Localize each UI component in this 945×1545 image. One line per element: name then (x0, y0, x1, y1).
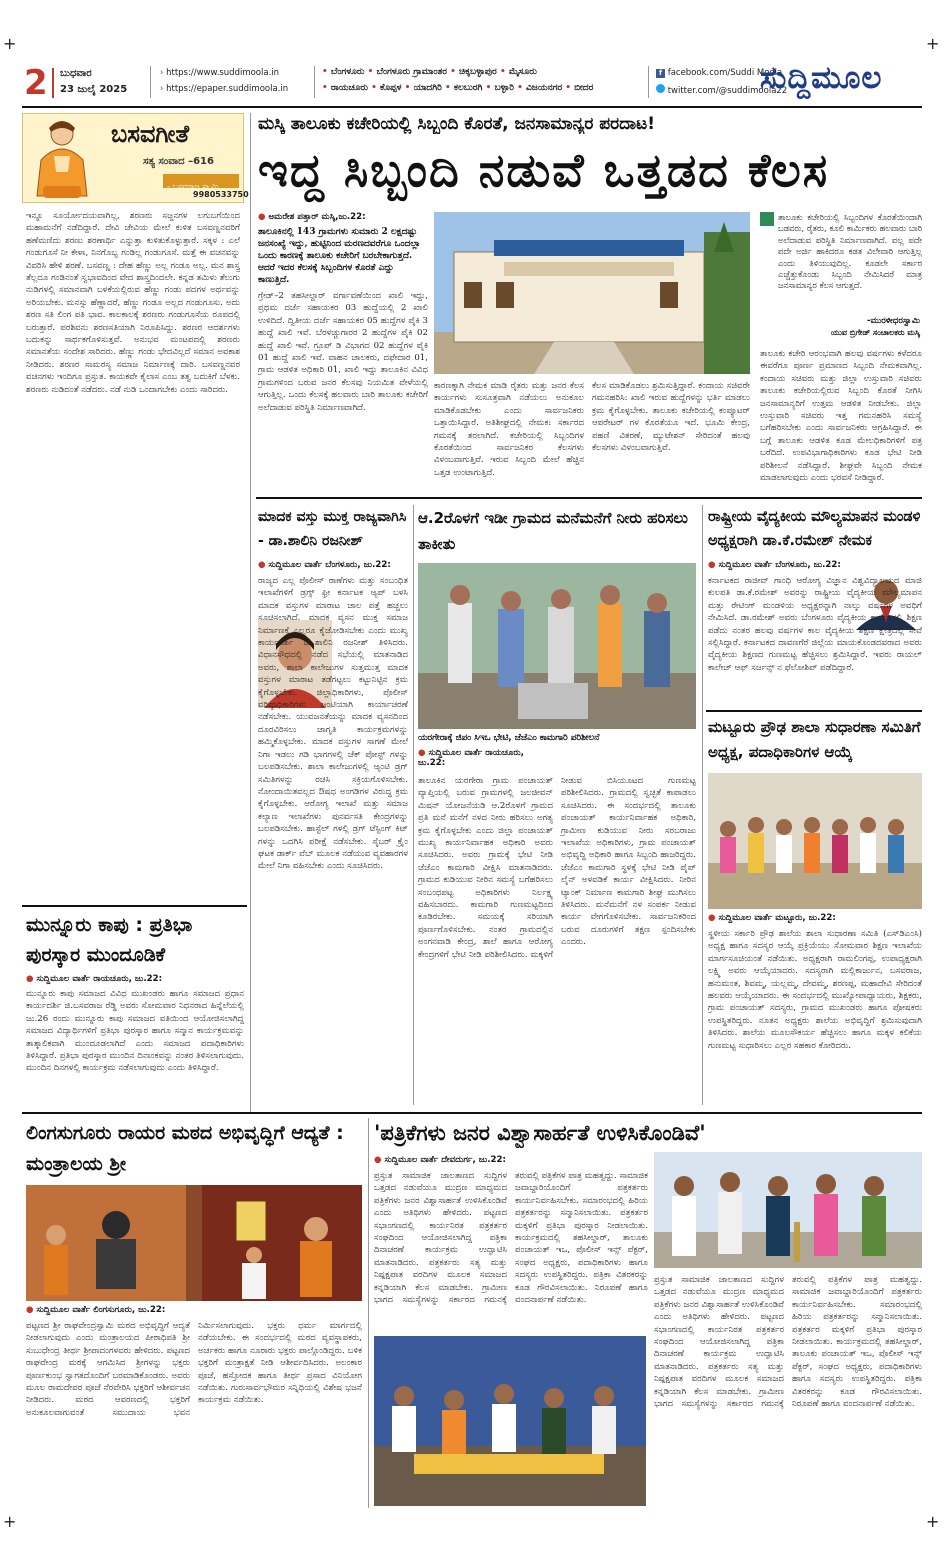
epaper-link[interactable]: › https://epaper.suddimoola.in (160, 84, 289, 94)
water-byline: ● ಸುದ್ದಿಮೂಲ ವಾರ್ತೆ ರಾಯಚೂರು, ಜು.22: (418, 748, 524, 768)
ramesh-bottom-rule (706, 710, 922, 712)
facebook-icon: f (656, 69, 665, 78)
main-kicker: ಮಸ್ಕಿ ತಾಲೂಕು ಕಚೇರಿಯಲ್ಲಿ ಸಿಬ್ಬಂದಿ ಕೊರತೆ, ಜನಸಾಮಾನ್ಯರ ಪರದಾಟ! (258, 114, 656, 134)
basavageethe-phone: 9980533750 (193, 190, 249, 199)
main-column-2: ಕಾರಣಕ್ಕಾಗಿ ನೇಮಕ ಮಾಡಿ ರೈತರು ಮತ್ತು ಜನರ ಕೆಲಸ ಕಾರ್ಯಗಳು ಸುಸೂತ್ರವಾಗಿ ನಡೆಯಲು ಅನುಕೂಲ ಮಾಡಿಕೊಡಬೇಕು ಎಂದು ಸಾರ್ವಜನಿಕರು ಒತ್ತಾಯಿಸಿದ್ದಾರೆ. ಅತಿಶೀಘ್ರದಲ್ಲಿ ನೇಮಕ: ಸರ್ಕಾರದ ಗಮನಕ್ಕೆ ತರಲಾಗಿದೆ. ಕಚೇರಿಯಲ್ಲಿ ಸಿಬ್ಬಂದಿಗಳ ಕೊರತೆಯಿಂದ ಸಾರ್ವಜನಿಕರ ಕೆಲಸಗಳು ವಿಳಂಬವಾಗುತ್ತಿವೆ. ಇರುವ ಸಿಬ್ಬಂದಿ ಮೇಲೆ ಹೆಚ್ಚಿನ ಒತ್ತಡ ಉಂಟಾಗುತ್ತಿದೆ. (434, 381, 584, 478)
taluk-office-building (434, 212, 750, 374)
mattur-group-photo (708, 773, 922, 909)
editions_row2-item[interactable]: ಬೀದರ (574, 83, 594, 93)
bullet-icon: • (517, 83, 526, 93)
editions_row1-item[interactable]: ಬೆಂಗಳೂರು (330, 67, 365, 77)
facebook-link[interactable]: f facebook.com/Suddi Moola (656, 68, 782, 78)
editions_row1-item[interactable]: ಮೈಸೂರು (508, 67, 537, 77)
bullet-icon: ● (708, 560, 716, 570)
editions_row2-item[interactable]: ಬಳ್ಳಾರಿ (494, 83, 514, 93)
basavageethe-body: ಇನ್ನೂ ಸೂರ್ಯೋದಯವಾಗಿಲ್ಲ, ಶರಣರು ಸಜ್ಜನಗಳ ಲಗುಬಗೆಯಿಂದ ಮಹಾಮನೆಗೆ ನಡೆದಿದ್ದಾರೆ. ದೇವಿ ಜೇವಿಯ ಮೇಲೆ ಕುಳಿತ ಬಸವಣ್ಣನವರಿಗೆ ಹಣೆಮಣಿದು ಶರಣು ಶರಣಾರ್ಥಿ ಎನ್ನುತ್ತಾ ಕುಳಿತುಕೊಳ್ಳುತ್ತಾರೆ. ಸಕ್ಕಳ : ಎಲೆ ಗಂಡುಗೂಸೆ ನೀ ಕೇಳಾ, ನಿನಗೊಬ್ಬ ಗಂಡಿಲ್ಲ ಗಂಡುಗೂಸೆ. ಮತ್ತೆ ಈ ವಚನವನ್ನು ವಿವರಿಸಿ ಹೇಳಿ ಶರಣೆ. ಬಸವಣ್ಣ : ದೇಹ ಹೆಣ್ಣು ಅಲ್ಲ ಗಂಡೂ ಅಲ್ಲ. ಮನ ಶಾಸ್ತ್ರ ತೆಲ್ಲದೂ ಗಂಡಿನಂತೆ ಸ್ವಭಾವದಿಂದ ವೇದ ಶಾಸ್ತ್ರದಿಂದಲೇ. ಕನ್ನಡ ತಮಿಳು ತೆಲುಗು ನುಡಿಗಳಲ್ಲಿ ಸಮಾನವಾಗಿ ಬಳಕೆಯಲ್ಲಿರುವ ಹೆಣ್ಣು ಗಂಡು ಪದಗಳ ಅರ್ಥವನ್ನು ಅರಿಯಬೇಕು. ಮನಸ್ಸು ಹೆಣ್ಣಾದರೆ, ಹೆಣ್ಣು ಗಂಡೂ ಅಲ್ಲದ ಗಂಡುಗೂಸು. ಅದು ಶರಣ ಸತಿ ಲಿಂಗ ಪತಿ ಭಾವ. ಕಾಲಕಾಲಕ್ಕೆ ಶರಣರು ಗಂಡುಗೂಸೆಯ ರೂಪದಲ್ಲಿ ಬರುತ್ತಾರೆ. ಪರಶಿವನು ಶರಣಸತಿಯಾಗಿ ನಿರೂಪಿಸಿದ್ದು. ಶರಣರ ಆದರ್ಶಗಳು ಬದುಕನ್ನು ಸಾರ್ಥಕಗೊಳಿಸುತ್ತವೆ. ಅನುಭವ ಮಂಟಪದಲ್ಲಿ ಶರಣರು ಸಮಾನತೆಯ ಸಂದೇಶ ಸಾರಿದರು. ಹೆಣ್ಣು ಗಂಡು ಭೇದವಿಲ್ಲದೆ ಸಮಾನ ಅವಕಾಶ ನೀಡಿದರು. ಶರಣರ ಸಾಮರಸ್ಯ ಸಮಾಜ ನಿರ್ಮಾಣಕ್ಕೆ ದಾರಿ. ಬಸವಣ್ಣನವರ ವಚನಗಳು ಇಂದಿಗೂ ಪ್ರಸ್ತುತ. ಕಾಯಕವೇ ಕೈಲಾಸ ಎಂಬ ತತ್ವ ಬದುಕಿಗೆ ಬೆಳಕು. ಶರಣರು ನುಡಿದಂತೆ ನಡೆದರು. ನಡೆ ನುಡಿ ಒಂದಾಗಬೇಕು ಎಂದು ಸಾರಿದರು. (26, 211, 240, 395)
ramesh-headline: ರಾಷ್ಟ್ರೀಯ ವೈದ್ಯಕೀಯ ಮೌಲ್ಯಮಾಪನ ಮಂಡಳಿ ಅಧ್ಯಕ್ಷರಾಗಿ ಡಾ.ಕೆ.ರಮೇಶ್ ನೇಮಕ (708, 509, 921, 549)
bullet-icon: ● (26, 974, 34, 984)
group-scene (708, 773, 922, 909)
shalini-body: ರಾಜ್ಯದ ಎಲ್ಲ ಪೊಲೀಸ್ ಠಾಣೆಗಳು ಮತ್ತು ಸಂಬಂಧಿತ ಇಲಾಖೆಗಳಿಗೆ ಡ್ರಗ್ಸ್‌ ಫ್ರೀ ಕರ್ನಾಟಕ ಆ್ಯಪ್ ಬಳಸಿ ಮಾದಕ ವಸ್ತುಗಳ ಮಾರಾಟ ಜಾಲ ಪತ್ತೆ ಹಚ್ಚಲು ಸೂಚಿಸಲಾಗಿದೆ. ಮಾದಕ ವ್ಯಸನ ಮುಕ್ತ ಸಮಾಜ ನಿರ್ಮಾಣಕ್ಕೆ ಎಲ್ಲರೂ ಕೈಜೋಡಿಸಬೇಕು ಎಂದು ಮುಖ್ಯ ಕಾರ್ಯದರ್ಶಿ ಡಾ.ಶಾಲಿನಿ ರಜನೀಶ್ ತಿಳಿಸಿದರು. ವಿಧಾನಸೌಧದಲ್ಲಿ ನಡೆದ ಸಭೆಯಲ್ಲಿ ಮಾತನಾಡಿದ ಅವರು, ಶಾಲಾ ಕಾಲೇಜುಗಳ ಸುತ್ತಮುತ್ತ ಮಾದಕ ವಸ್ತುಗಳ ಮಾರಾಟ ತಡೆಗಟ್ಟಲು ಕಟ್ಟುನಿಟ್ಟಿನ ಕ್ರಮ ಕೈಗೊಳ್ಳಬೇಕು. ಜಿಲ್ಲಾಧಿಕಾರಿಗಳು, ಪೊಲೀಸ್ ವರಿಷ್ಠಾಧಿಕಾರಿಗಳು ಜಂಟಿಯಾಗಿ ಕಾರ್ಯಾಚರಣೆ ನಡೆಸಬೇಕು. ಯುವಜನತೆಯನ್ನು ಮಾದಕ ವ್ಯಸನದಿಂದ ದೂರವಿರಿಸಲು ಜಾಗೃತಿ ಕಾರ್ಯಕ್ರಮಗಳನ್ನು ಹಮ್ಮಿಕೊಳ್ಳಬೇಕು. ಮಾದಕ ವಸ್ತುಗಳ ಸಾಗಣೆ ಮೇಲೆ ನಿಗಾ ಇಡಲು ಗಡಿ ಭಾಗಗಳಲ್ಲಿ ಚೆಕ್ ಪೋಸ್ಟ್ ಗಳನ್ನು ಬಲಪಡಿಸಬೇಕು. ಶಾಲಾ ಕಾಲೇಜುಗಳಲ್ಲಿ ಆ್ಯಂಟಿ ಡ್ರಗ್ ಸಮಿತಿಗಳನ್ನು ರಚಿಸಿ ಸಕ್ರಿಯಗೊಳಿಸಬೇಕು. ನೋಂದಾಯಿತವಲ್ಲದ ಔಷಧ ಅಂಗಡಿಗಳ ವಿರುದ್ಧ ಕ್ರಮ ಕೈಗೊಳ್ಳಬೇಕು. ಆರೋಗ್ಯ ಇಲಾಖೆ ಮತ್ತು ಸಮಾಜ ಕಲ್ಯಾಣ ಇಲಾಖೆಗಳು ಪುನರ್ವಸತಿ ಕೇಂದ್ರಗಳನ್ನು ಬಲಪಡಿಸಬೇಕು. ಹಾಸ್ಟೆಲ್ ಗಳಲ್ಲಿ ಡ್ರಗ್ ಟೆಸ್ಟಿಂಗ್ ಕಿಟ್ ಗಳನ್ನು ಒದಗಿಸಿ ಪರೀಕ್ಷೆ ನಡೆಸಬೇಕು. ಸೈಬರ್ ಕ್ರೈಂ ಘಟಕ ಡಾರ್ಕ್ ವೆಬ್ ಮೂಲಕ ನಡೆಯುವ ವ್ಯವಹಾರಗಳ ಮೇಲೆ ನಿಗಾ ವಹಿಸಬೇಕು ಎಂದು ಸೂಚಿಸಿದರು. (258, 576, 408, 872)
patrike-lamp-photo (654, 1152, 922, 1268)
editions_row2-item[interactable]: ರಾಯಚೂರು (330, 83, 368, 93)
temple-scene (26, 1185, 362, 1301)
lamp-lighting-scene (654, 1152, 922, 1268)
issue-date: 23 ಜುಲೈ 2025 (60, 84, 128, 95)
column-rule-vertical-4 (368, 1118, 369, 1508)
quote-author-title: ಯುವ ಬ್ರಿಗೇಡ್ ಸಂಚಾಲಕರು ಮಸ್ಕಿ (830, 328, 920, 337)
munnur-headline: ಮುನ್ನೂರು ಕಾಪು : ಪ್ರತಿಭಾ ಪುರಸ್ಕಾರ ಮುಂದೂಡಿಕೆ (26, 914, 193, 966)
editions_row2-item[interactable]: ವಿಜಯನಗರ (525, 83, 563, 93)
header-divider-1 (150, 66, 151, 98)
patrike-headline: 'ಪತ್ರಿಕೆಗಳು ಜನರ ವಿಶ್ವಾಸಾರ್ಹತೆ ಉಳಿಸಿಕೊಂಡಿವೆ' (374, 1121, 706, 1145)
bullet-icon: • (322, 67, 331, 77)
twitter-link[interactable]: twitter.com/@suddimoola22 (656, 84, 787, 96)
bullet-icon: ● (258, 212, 266, 222)
main-byline: ● ಅಮರೇಶ ಪತ್ತಾರ್ ಮಸ್ಕಿ,ಜು.22: (258, 212, 366, 222)
patrike-body: ಪ್ರಸ್ತುತ ಸಾಮಾಜಿಕ ಜಾಲತಾಣದ ಸುದ್ದಿಗಳ ಒತ್ತಡದ ನಡುವೆಯೂ ಮುದ್ರಣ ಮಾಧ್ಯಮದ ಪತ್ರಿಕೆಗಳು ಜನರ ವಿಶ್ವಾಸಾರ್ಹತೆ ಉಳಿಸಿಕೊಂಡಿವೆ ಎಂದು ಅತಿಥಿಗಳು ಹೇಳಿದರು. ಪಟ್ಟಣದ ಸಭಾಂಗಣದಲ್ಲಿ ಕಾರ್ಯನಿರತ ಪತ್ರಕರ್ತರ ಸಂಘದಿಂದ ಆಯೋಜಿಸಲಾಗಿದ್ದ ಪತ್ರಿಕಾ ದಿನಾಚರಣೆ ಕಾರ್ಯಕ್ರಮ ಉದ್ಘಾಟಿಸಿ ಮಾತನಾಡಿದರು. ಪತ್ರಕರ್ತರು ಸತ್ಯ ಮತ್ತು ನಿಷ್ಪಕ್ಷಪಾತ ವರದಿಗಳ ಮೂಲಕ ಸಮಾಜದ ಕನ್ನಡಿಯಾಗಿ ಕೆಲಸ ಮಾಡಬೇಕು. ಗ್ರಾಮೀಣ ಭಾಗದ ಸಮಸ್ಯೆಗಳನ್ನು ಸರ್ಕಾರದ ಗಮನಕ್ಕೆ ತರುವಲ್ಲಿ ಪತ್ರಿಕೆಗಳ ಪಾತ್ರ ಮಹತ್ವದ್ದು. ಸಾಮಾಜಿಕ ಜವಾಬ್ದಾರಿಯೊಂದಿಗೆ ಪತ್ರಕರ್ತರು ಕಾರ್ಯನಿರ್ವಹಿಸಬೇಕು. ಸಮಾರಂಭದಲ್ಲಿ ಹಿರಿಯ ಪತ್ರಕರ್ತರನ್ನು ಸನ್ಮಾನಿಸಲಾಯಿತು. ಪತ್ರಕರ್ತರ ಮಕ್ಕಳಿಗೆ ಪ್ರತಿಭಾ ಪುರಸ್ಕಾರ ನೀಡಲಾಯಿತು. ಕಾರ್ಯಕ್ರಮದಲ್ಲಿ ತಹಸೀಲ್ದಾರ್, ತಾಲೂಕು ಪಂಚಾಯತ್ ಇಒ, ಪೊಲೀಸ್ ಇನ್ಸ್ ಪೆಕ್ಟರ್, ಸಂಘದ ಅಧ್ಯಕ್ಷರು, ಪದಾಧಿಕಾರಿಗಳು ಹಾಗೂ ಸದಸ್ಯರು ಉಪಸ್ಥಿತರಿದ್ದರು. ಪತ್ರಿಕಾ ವಿತರಕರನ್ನು ಕೂಡ ಗೌರವಿಸಲಾಯಿತು. ನಿರೂಪಣೆ ಹಾಗೂ ವಂದನಾರ್ಪಣೆ ನಡೆಯಿತು. (374, 1171, 648, 1306)
bullet-icon: • (450, 67, 460, 77)
bullet-icon: ● (374, 1155, 382, 1165)
lingasugur-body: ಪಟ್ಟಣದ ಶ್ರೀ ರಾಘವೇಂದ್ರಸ್ವಾಮಿ ಮಠದ ಅಭಿವೃದ್ಧಿಗೆ ಆದ್ಯತೆ ನೀಡಲಾಗುವುದು ಎಂದು ಮಂತ್ರಾಲಯದ ಪೀಠಾಧಿಪತಿ ಶ್ರೀ ಸುಬುಧೇಂದ್ರ ತೀರ್ಥ ಶ್ರೀಪಾದಂಗಳವರು ಹೇಳಿದರು. ಪಟ್ಟಣದ ರಾಘವೇಂದ್ರ ಮಠಕ್ಕೆ ಆಗಮಿಸಿದ ಶ್ರೀಗಳನ್ನು ಭಕ್ತರು ಪೂರ್ಣಕುಂಭ ಸ್ವಾಗತದೊಂದಿಗೆ ಬರಮಾಡಿಕೊಂಡರು. ಅವರು ಮೂಲ ರಾಮದೇವರ ಪೂಜೆ ನೆರವೇರಿಸಿ ಭಕ್ತರಿಗೆ ಆಶೀರ್ವಚನ ನೀಡಿದರು. ಮಠದ ಆವರಣದಲ್ಲಿ ಭಕ್ತರಿಗೆ ಅನುಕೂಲವಾಗುವಂತೆ ಸಮುದಾಯ ಭವನ ನಿರ್ಮಿಸಲಾಗುವುದು. ಭಕ್ತರು ಧರ್ಮ ಮಾರ್ಗದಲ್ಲಿ ನಡೆಯಬೇಕು. ಈ ಸಂದರ್ಭದಲ್ಲಿ ಮಠದ ವ್ಯವಸ್ಥಾಪಕರು, ಅರ್ಚಕರು ಹಾಗೂ ನೂರಾರು ಭಕ್ತರು ಪಾಲ್ಗೊಂಡಿದ್ದರು. ಬಳಿಕ ಭಕ್ತರಿಗೆ ಮಂತ್ರಾಕ್ಷತೆ ನೀಡಿ ಆಶೀರ್ವದಿಸಿದರು. ಅಲಂಕಾರ ಪೂಜೆ, ಹಸ್ತೋದಕ ಹಾಗೂ ತೀರ್ಥ ಪ್ರಸಾದ ವಿನಿಯೋಗ ನಡೆಯಿತು. ಗುರುಸಾರ್ವಭೌಮರ ಸನ್ನಿಧಿಯಲ್ಲಿ ವಿಶೇಷ ಭಜನೆ ಕಾರ್ಯಕ್ರಮ ನಡೆಯಿತು. (26, 1321, 362, 1418)
water-body: ತಾಲೂಕಿನ ಯರಗೇರಾ ಗ್ರಾಮ ಪಂಚಾಯತ್ ವ್ಯಾಪ್ತಿಯಲ್ಲಿ ಬರುವ ಗ್ರಾಮಗಳಲ್ಲಿ ಜಲಜೀವನ್ ಮಿಷನ್ ಯೋಜನೆಯಡಿ ಆ.2ರೊಳಗೆ ಗ್ರಾಮದ ಪ್ರತಿ ಮನೆ ಮನೆಗೆ ನಳದ ನೀರು ಹರಿಸಲು ಅಗತ್ಯ ಕ್ರಮ ಕೈಗೊಳ್ಳಬೇಕು ಎಂದು ಜಿಲ್ಲಾ ಪಂಚಾಯತ್ ಮುಖ್ಯ ಕಾರ್ಯನಿರ್ವಾಹಕ ಅಧಿಕಾರಿ ಅವರು ಸೂಚಿಸಿದರು. ಅವರು ಗ್ರಾಮಕ್ಕೆ ಭೇಟಿ ನೀಡಿ ಜೆಜೆಎಂ ಕಾಮಗಾರಿ ವೀಕ್ಷಿಸಿ ಮಾತನಾಡಿದರು. ಗ್ರಾಮದ ಕುಡಿಯುವ ನೀರಿನ ಸಮಸ್ಯೆ ಬಗೆಹರಿಸಲು ಸಂಬಂಧಪಟ್ಟ ಅಧಿಕಾರಿಗಳು ನಿರ್ಲಕ್ಷ್ಯ ವಹಿಸಬಾರದು. ಕಾಮಗಾರಿ ಗುಣಮಟ್ಟದಿಂದ ಕೂಡಿರಬೇಕು. ಸಮಯಕ್ಕೆ ಸರಿಯಾಗಿ ಪೂರ್ಣಗೊಳಿಸಬೇಕು. ನಂತರ ಗ್ರಾಮದಲ್ಲಿನ ಅಂಗನವಾಡಿ ಕೇಂದ್ರ, ಶಾಲೆ ಹಾಗೂ ಆರೋಗ್ಯ ಕೇಂದ್ರಗಳಿಗೆ ಭೇಟಿ ನೀಡಿ ಪರಿಶೀಲಿಸಿದರು. ಮಕ್ಕಳಿಗೆ ನೀಡುವ ಬಿಸಿಯೂಟದ ಗುಣಮಟ್ಟ ಪರಿಶೀಲಿಸಿದರು. ಗ್ರಾಮದಲ್ಲಿ ಸ್ವಚ್ಛತೆ ಕಾಪಾಡಲು ಸೂಚಿಸಿದರು. ಈ ಸಂದರ್ಭದಲ್ಲಿ ತಾಲೂಕು ಪಂಚಾಯತ್ ಕಾರ್ಯನಿರ್ವಾಹಕ ಅಧಿಕಾರಿ, ಗ್ರಾಮೀಣ ಕುಡಿಯುವ ನೀರು ಸರಬರಾಜು ಇಲಾಖೆಯ ಅಧಿಕಾರಿಗಳು, ಗ್ರಾಮ ಪಂಚಾಯತ್ ಅಭಿವೃದ್ಧಿ ಅಧಿಕಾರಿ ಹಾಗೂ ಸಿಬ್ಬಂದಿ ಹಾಜರಿದ್ದರು. ಜೆಜೆಎಂ ಕಾಮಗಾರಿ ಸ್ಥಳಕ್ಕೆ ಭೇಟಿ ನೀಡಿ ಪೈಪ್ ಲೈನ್ ಅಳವಡಿಕೆ ಕಾರ್ಯ ವೀಕ್ಷಿಸಿದರು. ನೀರಿನ ಟ್ಯಾಂಕ್ ನಿರ್ಮಾಣ ಕಾಮಗಾರಿ ಶೀಘ್ರ ಮುಗಿಸಲು ತಿಳಿಸಿದರು. ಮನೆಮನೆಗೆ ನಳ ಸಂಪರ್ಕ ನೀಡುವ ಕಾರ್ಯ ವೇಗಗೊಳಿಸಬೇಕು. ಸಾರ್ವಜನಿಕರಿಂದ ಬರುವ ದೂರುಗಳಿಗೆ ತಕ್ಷಣ ಸ್ಪಂದಿಸಬೇಕು ಎಂದರು. (418, 776, 696, 960)
bullet-icon: • (445, 83, 454, 93)
main-column-1: ಗ್ರೇಡ್–2 ತಹಸೀಲ್ದಾರ್ ವರ್ಗಾವಣೆಯಿಂದ ಖಾಲಿ ಇದ್ದು, ಪ್ರಥಮ ದರ್ಜೆ ಸಹಾಯಕರ 03 ಹುದ್ದೆಯಲ್ಲಿ 2 ಖಾಲಿ ಉಳಿದಿದೆ. ದ್ವಿತೀಯ ದರ್ಜೆ ಸಹಾಯಕರ 05 ಹುದ್ದೆಗಳ ಪೈಕಿ 3 ಹುದ್ದೆ ಖಾಲಿ ಇವೆ. ಬೆರಳಚ್ಚುಗಾರರ 2 ಹುದ್ದೆಗಳ ಪೈಕಿ 02 ಹುದ್ದೆ ಖಾಲಿ ಇವೆ. ಗ್ರೂಪ್ ಡಿ ವಿಭಾಗದ 02 ಹುದ್ದೆಗಳ ಪೈಕಿ 01 ಹುದ್ದೆ ಖಾಲಿ ಇವೆ. ವಾಹನ ಚಾಲಕರು, ದಫೇದಾರ 01, ಗ್ರಾಮ ಆಡಳಿತ ಅಧಿಕಾರಿ 01, ಖಾಲಿ ಇದ್ದು ತಾಲೂಕಿನ ವಿವಿಧ ಗ್ರಾಮಗಳಿಂದ ಬರುವ ಜನರ ಕೆಲಸವು ನಿಯಮಿತ ವೇಳೆಯಲ್ಲಿ ಆಗುತ್ತಿಲ್ಲ. ಒಂದು ಕೆಲಸಕ್ಕೆ ಹಲವಾರು ಬಾರಿ ತಾಲೂಕು ಕಚೇರಿಗೆ ಅಲೆದಾಡುವ ಪರಿಸ್ಥಿತಿ ನಿರ್ಮಾಣವಾಗಿದೆ. (258, 291, 428, 413)
basavageethe-header (22, 113, 249, 203)
lingasugur-byline: ● ಸುದ್ದಿಮೂಲ ವಾರ್ತೆ ಲಿಂಗಸುಗೂರು, ಜು.22: (26, 1305, 166, 1315)
basavageethe-title: ಬಸವಗೀತೆ (111, 120, 190, 148)
bullet-icon: ● (258, 560, 266, 570)
felicitation-scene (374, 1336, 646, 1506)
quote-icon (760, 212, 774, 226)
globe-icon: › (160, 84, 164, 94)
water-headline: ಆ.2ರೊಳಗೆ ಇಡೀ ಗ್ರಾಮದ ಮನೆಮನೆಗೆ ನೀರು ಹರಿಸಲು ತಾಕೀತು (418, 509, 688, 553)
patrike-byline: ● ಸುದ್ದಿಮೂಲ ವಾರ್ತೆ ದೇವದುರ್ಗ, ಜು.22: (374, 1155, 506, 1165)
main-lead: ತಾಲೂಕಿನಲ್ಲಿ 143 ಗ್ರಾಮಗಳು ಸುಮಾರು 2 ಲಕ್ಷದಷ್ಟು ಜನಸಂಖ್ಯೆ ಇದ್ದು, ಹುಟ್ಟಿನಿಂದ ಮರಣದವರೆಗೂ ಒಂದಲ್ಲಾ ಒಂದು ಕಾರಣಕ್ಕೆ ತಾಲೂಕು ಕಚೇರಿಗೆ ಬರಬೇಕಾಗುತ್ತದೆ. ಆದರೆ ಇದರ ಕೆಲಸಕ್ಕೆ ಸಿಬ್ಬಂದಿಗಳ ಕೊರತೆ ಎದ್ದು ಕಾಣುತ್ತಿದೆ. (258, 227, 421, 285)
shalini-byline: ● ಸುದ್ದಿಮೂಲ ವಾರ್ತೆ ಬೆಂಗಳೂರು, ಜು.22: (258, 560, 391, 570)
quote-text: ತಾಲೂಕು ಕಚೇರಿಯಲ್ಲಿ ಸಿಬ್ಬಂದಿಗಳ ಕೊರತೆಯಿಂದಾಗಿ ಬಡವರು, ರೈತರು, ಕೂಲಿ ಕಾರ್ಮಿಕರು ಹಲವಾರು ಬಾರಿ ಅಲೆದಾಡುವ ಪರಿಸ್ಥಿತಿ ನಿರ್ಮಾಣವಾಗಿದೆ. ವಲ್ಲ ಪದೇ ಪದೇ ಅರ್ಜಿ ಹಾಕಿದರೂ ಕಡತ ವಿಲೇವಾರಿ ಆಗುತ್ತಿಲ್ಲ ಎಂದು ತಿಳಿಯುವುದಿಲ್ಲ. ಕೂಡಲೇ ಸರ್ಕಾರ ಎಚ್ಚೆತ್ತುಕೊಂಡು ಸಿಬ್ಬಂದಿ ನೇಮಿಸಿದರೆ ಮಾತ್ರ ಜನಸಾಮಾನ್ಯರ ಕೆಲಸ ಆಗುತ್ತದೆ. (778, 212, 922, 291)
bullet-icon: ● (708, 913, 716, 923)
patrike-stage-photo (374, 1336, 646, 1506)
patrike-body-continued (654, 1274, 922, 1506)
munnur-body: ಮುನ್ನೂರು ಕಾಪು ಸಮಾಜದ ವಿವಿಧ ಮುಖಂಡರು ಹಾಗೂ ಸಮಾಜದ ಪ್ರಧಾನ ಕಾರ್ಯದರ್ಶಿ ಜಿ.ಬಸವರಾಜ ರೆಡ್ಡಿ ಅವರು ಸೋಮವಾರ ನಿಧನರಾದ ಹಿನ್ನೆಲೆಯಲ್ಲಿ ಜು.26 ರಂದು ಮುನ್ನೂರು ಕಾಪು ಸಮಾಜದ ವತಿಯಿಂದ ಆಯೋಜಿಸಲಾಗಿದ್ದ ಸಮಾಜದ ವಿದ್ಯಾರ್ಥಿಗಳಿಗೆ ಪ್ರತಿಭಾ ಪುರಸ್ಕಾರ ಹಾಗೂ ಸನ್ಮಾನ ಕಾರ್ಯಕ್ರಮವನ್ನು ತಾತ್ಕಾಲಿಕವಾಗಿ ಮುಂದೂಡಲಾಗಿದೆ ಎಂದು ಸಮಾಜದ ಪದಾಧಿಕಾರಿಗಳು ತಿಳಿಸಿದ್ದಾರೆ. ಪ್ರತಿಭಾ ಪುರಸ್ಕಾರ ಮುಂದಿನ ದಿನಾಂಕವನ್ನು ನಂತರ ತಿಳಿಸಲಾಗುವುದು. ಮುಂದಿನ ದಿನಗಳಲ್ಲಿ ಕಾರ್ಯಕ್ರಮ ನಡೆಸಲಾಗುವುದು ಎಂದು ತಿಳಿಸಿದ್ದಾರೆ. (26, 989, 244, 1074)
main-headline: ಇದ್ದ ಸಿಬ್ಬಂದಿ ನಡುವೆ ಒತ್ತಡದ ಕೆಲಸ (258, 143, 830, 197)
registration-mark-bottom-right: + (926, 1512, 940, 1531)
bullet-icon: • (404, 83, 414, 93)
water-inspection-photo (418, 563, 696, 729)
bullet-icon: ● (26, 1305, 34, 1315)
basavageethe-author: - ಬಸವರಾಜ ಸ್ವಾಮಿ (167, 182, 219, 191)
registration-mark-top-left: + (3, 34, 17, 53)
quote-box (760, 212, 922, 340)
mattur-headline: ಮಟ್ಟೂರು ಪ್ರೌಢ ಶಾಲಾ ಸುಧಾರಣಾ ಸಮಿತಿಗೆ ಅಧ್ಯಕ್ಷ, ಪದಾಧಿಕಾರಿಗಳ ಆಯ್ಕೆ (708, 718, 921, 761)
editions-row-2 (322, 83, 593, 93)
ramesh-byline: ● ಸುದ್ದಿಮೂಲ ವಾರ್ತೆ ಬೆಂಗಳೂರು, ಜು.22: (708, 560, 841, 570)
bullet-icon: • (565, 83, 575, 93)
page-number-divider (52, 68, 54, 98)
editions_row2-item[interactable]: ಕೊಪ್ಪಳ (380, 83, 402, 93)
patrike-body-tail: ಪ್ರಸ್ತುತ ಸಾಮಾಜಿಕ ಜಾಲತಾಣದ ಸುದ್ದಿಗಳ ಒತ್ತಡದ ನಡುವೆಯೂ ಮುದ್ರಣ ಮಾಧ್ಯಮದ ಪತ್ರಿಕೆಗಳು ಜನರ ವಿಶ್ವಾಸಾರ್ಹತೆ ಉಳಿಸಿಕೊಂಡಿವೆ ಎಂದು ಅತಿಥಿಗಳು ಹೇಳಿದರು. ಪಟ್ಟಣದ ಸಭಾಂಗಣದಲ್ಲಿ ಕಾರ್ಯನಿರತ ಪತ್ರಕರ್ತರ ಸಂಘದಿಂದ ಆಯೋಜಿಸಲಾಗಿದ್ದ ಪತ್ರಿಕಾ ದಿನಾಚರಣೆ ಕಾರ್ಯಕ್ರಮ ಉದ್ಘಾಟಿಸಿ ಮಾತನಾಡಿದರು. ಪತ್ರಕರ್ತರು ಸತ್ಯ ಮತ್ತು ನಿಷ್ಪಕ್ಷಪಾತ ವರದಿಗಳ ಮೂಲಕ ಸಮಾಜದ ಕನ್ನಡಿಯಾಗಿ ಕೆಲಸ ಮಾಡಬೇಕು. ಗ್ರಾಮೀಣ ಭಾಗದ ಸಮಸ್ಯೆಗಳನ್ನು ಸರ್ಕಾರದ ಗಮನಕ್ಕೆ ತರುವಲ್ಲಿ ಪತ್ರಿಕೆಗಳ ಪಾತ್ರ ಮಹತ್ವದ್ದು. ಸಾಮಾಜಿಕ ಜವಾಬ್ದಾರಿಯೊಂದಿಗೆ ಪತ್ರಕರ್ತರು ಕಾರ್ಯನಿರ್ವಹಿಸಬೇಕು. ಸಮಾರಂಭದಲ್ಲಿ ಹಿರಿಯ ಪತ್ರಕರ್ತರನ್ನು ಸನ್ಮಾನಿಸಲಾಯಿತು. ಪತ್ರಕರ್ತರ ಮಕ್ಕಳಿಗೆ ಪ್ರತಿಭಾ ಪುರಸ್ಕಾರ ನೀಡಲಾಯಿತು. ಕಾರ್ಯಕ್ರಮದಲ್ಲಿ ತಹಸೀಲ್ದಾರ್, ತಾಲೂಕು ಪಂಚಾಯತ್ ಇಒ, ಪೊಲೀಸ್ ಇನ್ಸ್ ಪೆಕ್ಟರ್, ಸಂಘದ ಅಧ್ಯಕ್ಷರು, ಪದಾಧಿಕಾರಿಗಳು ಹಾಗೂ ಸದಸ್ಯರು ಉಪಸ್ಥಿತರಿದ್ದರು. ಪತ್ರಿಕಾ ವಿತರಕರನ್ನು ಕೂಡ ಗೌರವಿಸಲಾಯಿತು. ನಿರೂಪಣೆ ಹಾಗೂ ವಂದನಾರ್ಪಣೆ ನಡೆಯಿತು. (654, 1275, 922, 1410)
shalini-headline: ಮಾದಕ ವಸ್ತು ಮುಕ್ತ ರಾಜ್ಯವಾಗಿಸಿ - ಡಾ.ಶಾಲಿನಿ ರಜನೀಶ್ (258, 509, 407, 549)
masthead-rule (22, 106, 922, 108)
main-column-3: ಕೆಲಸ ಮಾಡಿಕೊಡಲು ಶ್ರಮಿಸುತ್ತಿದ್ದಾರೆ. ಕಂದಾಯ ಸಚಿವರೇ ಗಮನಹರಿಸಿ: ಖಾಲಿ ಇರುವ ಹುದ್ದೆಗಳನ್ನು ಭರ್ತಿ ಮಾಡಲು ಕ್ರಮ ಕೈಗೊಳ್ಳಬೇಕು. ತಾಲೂಕು ಕಚೇರಿಯಲ್ಲಿ ಕಂಪ್ಯೂಟರ್ ಆಪರೇಟರ್ ಗಳ ಕೊರತೆಯೂ ಇದೆ. ಭೂಮಿ ಕೇಂದ್ರ, ಪಹಣಿ ವಿತರಣೆ, ಮ್ಯುಟೇಶನ್ ಸೇರಿದಂತೆ ಹಲವು ಕೆಲಸಗಳು ವಿಳಂಬವಾಗುತ್ತಿವೆ. (592, 381, 750, 454)
basavanna-illustration (27, 116, 97, 202)
bullet-icon: • (499, 67, 509, 77)
munnur-top-rule (22, 905, 247, 907)
main-bottom-rule (256, 497, 922, 499)
bullet-icon: • (322, 83, 331, 93)
editions-row-1 (322, 67, 537, 77)
editions_row1-item[interactable]: ಚಿಕ್ಕಬಳ್ಳಾಪುರ (459, 67, 497, 77)
ramesh-body: ಕರ್ನಾಟಕದ ರಾಜೀವ್ ಗಾಂಧಿ ಆರೋಗ್ಯ ವಿಜ್ಞಾನ ವಿಶ್ವವಿದ್ಯಾಲಯದ ಮಾಜಿ ಕುಲಪತಿ ಡಾ.ಕೆ.ರಮೇಶ್ ಅವರನ್ನು ರಾಷ್ಟ್ರೀಯ ವೈದ್ಯಕೀಯ ಮೌಲ್ಯಮಾಪನ ಮತ್ತು ರೇಟಿಂಗ್ ಮಂಡಳಿಯ ಅಧ್ಯಕ್ಷರನ್ನಾಗಿ ನಾಲ್ಕು ವರ್ಷಗಳ ಅವಧಿಗೆ ನೇಮಿಸಿದೆ. ಡಾ.ರಮೇಶ್ ಅವರು ಬೆಂಗಳೂರು ವೈದ್ಯಕೀಯ ಕಾಲೇಜಿನಲ್ಲಿ ಶಿಕ್ಷಣ ಪಡೆದು ನಂತರ ಹಲವು ವರ್ಷಗಳ ಕಾಲ ವೈದ್ಯಕೀಯ ಶಿಕ್ಷಣ ಕ್ಷೇತ್ರದಲ್ಲಿ ಸೇವೆ ಸಲ್ಲಿಸಿದ್ದಾರೆ. ಕರ್ನಾಟಕದ ದಾವಣಗೆರೆ ಜಿಲ್ಲೆಯ ಮಾಯಕೊಂಡದವರಾದ ಅವರು ವೈದ್ಯಕೀಯ ಶಿಕ್ಷಣದ ಗುಣಮಟ್ಟ ಹೆಚ್ಚಿಸಲು ಶ್ರಮಿಸಿದ್ದಾರೆ. ಇವರು ರಾಯಲ್ ಕಾಲೇಜ್ ಆಫ್ ಸರ್ಜನ್ಸ್ ನ ಫೆಲೋಶಿಪ್ ಪಡೆದಿದ್ದಾರೆ. (708, 576, 922, 673)
globe-icon: › (160, 68, 164, 78)
bullet-icon: • (367, 67, 377, 77)
mattur-body: ಸ್ಥಳೀಯ ಸರ್ಕಾರಿ ಪ್ರೌಢ ಶಾಲೆಯ ಶಾಲಾ ಸುಧಾರಣಾ ಸಮಿತಿ (ಎಸ್‌ಡಿಎಂಸಿ) ಅಧ್ಯಕ್ಷ ಹಾಗೂ ಸದಸ್ಯರ ಆಯ್ಕೆ ಪ್ರಕ್ರಿಯೆಯು ಸೋಮವಾರ ಶಿಕ್ಷಣ ಇಲಾಖೆಯ ಮಾರ್ಗಸೂಚಿಯಂತೆ ನಡೆಯಿತು. ಅಧ್ಯಕ್ಷರಾಗಿ ರಾಮಲಿಂಗಪ್ಪ, ಉಪಾಧ್ಯಕ್ಷರಾಗಿ ಲಕ್ಷ್ಮಿ ಅವರು ಆಯ್ಕೆಯಾದರು. ಸದಸ್ಯರಾಗಿ ಮಲ್ಲಿಕಾರ್ಜುನ, ಬಸವರಾಜ, ಹನುಮಂತ, ಶಿವಮ್ಮ, ಯಲ್ಲಮ್ಮ, ದೇವಮ್ಮ, ಶರಣಪ್ಪ, ಮಹಾದೇವಿ ಸೇರಿದಂತೆ ಹಲವರು ಆಯ್ಕೆಯಾದರು. ಈ ಸಂದರ್ಭದಲ್ಲಿ ಮುಖ್ಯೋಪಾಧ್ಯಾಯರು, ಶಿಕ್ಷಕರು, ಗ್ರಾಮ ಪಂಚಾಯತ್ ಸದಸ್ಯರು, ಗ್ರಾಮದ ಮುಖಂಡರು ಹಾಗೂ ಪೋಷಕರು ಉಪಸ್ಥಿತರಿದ್ದರು. ನೂತನ ಅಧ್ಯಕ್ಷರು ಶಾಲೆಯ ಅಭಿವೃದ್ಧಿಗೆ ಶ್ರಮಿಸುವುದಾಗಿ ತಿಳಿಸಿದರು. ಶಾಲೆಯ ಮೂಲಸೌಕರ್ಯ ಹೆಚ್ಚಿಸಲು ಹಾಗೂ ಮಕ್ಕಳ ಕಲಿಕೆಯ ಗುಣಮಟ್ಟ ಸುಧಾರಿಸಲು ಎಲ್ಲರ ಸಹಕಾರ ಕೋರಿದರು. (708, 929, 922, 1051)
header-divider-3 (648, 66, 649, 98)
issue-day: ಬುಧವಾರ (60, 68, 92, 79)
main-column-4: ತಾಲೂಕು ಕಚೇರಿ ಆರಂಭವಾಗಿ ಹಲವು ವರ್ಷಗಳು ಕಳೆದರೂ ಈವರೆಗೂ ಪೂರ್ಣ ಪ್ರಮಾಣದ ಸಿಬ್ಬಂದಿ ನೇಮಕವಾಗಿಲ್ಲ. ಕಂದಾಯ ಸಚಿವರು ಮತ್ತು ಜಿಲ್ಲಾ ಉಸ್ತುವಾರಿ ಸಚಿವರು ತಾಲೂಕು ಕಚೇರಿಯಲ್ಲಿರುವ ಸಿಬ್ಬಂದಿ ಕೊರತೆ ನೀಗಿಸಿ ಜನಸಾಮಾನ್ಯರಿಗೆ ಉತ್ತಮ ಆಡಳಿತ ನೀಡಬೇಕು. ಜಿಲ್ಲಾ ಉಸ್ತುವಾರಿ ಸಚಿವರು ಇತ್ತ ಗಮನಹರಿಸಿ ಸಮಸ್ಯೆ ಬಗೆಹರಿಸಬೇಕು ಎಂದು ಸಾರ್ವಜನಿಕರು ಆಗ್ರಹಿಸಿದ್ದಾರೆ. ಈ ಬಗ್ಗೆ ತಾಲೂಕು ಆಡಳಿತ ಕೂಡ ಮೇಲಧಿಕಾರಿಗಳಿಗೆ ಪತ್ರ ಬರೆದಿದೆ. ಉಪವಿಭಾಗಾಧಿಕಾರಿಗಳು ಕೂಡ ಭೇಟಿ ನೀಡಿ ಪರಿಶೀಲನೆ ನಡೆಸಿದ್ದಾರೆ. ಶೀಘ್ರವೇ ಸಿಬ್ಬಂದಿ ನೇಮಕ ಮಾಡಲಾಗುವುದು ಎಂದು ಭರವಸೆ ನೀಡಿದ್ದಾರೆ. (760, 349, 922, 484)
munnur-byline: ● ಸುದ್ದಿಮೂಲ ವಾರ್ತೆ ರಾಯಚೂರು, ಜು.22: (26, 974, 163, 984)
lingasugur-headline: ಲಿಂಗಸುಗೂರು ರಾಯರ ಮಠದ ಅಭಿವೃದ್ಧಿಗೆ ಆದ್ಯತೆ : ಮಂತ್ರಾಲಯ ಶ್ರೀ (26, 1122, 344, 1175)
water-photo-caption: ಯರಗೇರಾಕ್ಕೆ ಜಿಪಂ ಸಿಇಒ ಭೇಟಿ, ಜೆಜೆಎಂ ಕಾಮಗಾರಿ ಪರಿಶೀಲನೆ (418, 733, 600, 743)
basavageethe-author-badge (163, 174, 239, 191)
twitter-icon (656, 84, 665, 93)
page-number: 2 (24, 63, 48, 103)
newspaper-logo: ಸುದ್ದಿಮೂಲ (760, 60, 883, 96)
column-rule-vertical-3 (702, 505, 703, 1105)
mattur-byline: ● ಸುದ್ದಿಮೂಲ ವಾರ್ತೆ ಮಟ್ಟೂರು, ಜು.22: (708, 913, 836, 923)
header-divider-2 (314, 66, 315, 98)
lingasugur-photo (26, 1185, 362, 1301)
bullet-icon: • (485, 83, 495, 93)
website-link[interactable]: › https://www.suddimoola.in (160, 68, 280, 78)
inspection-scene (418, 563, 696, 729)
editions_row2-item[interactable]: ಕಲಬುರಗಿ (453, 83, 483, 93)
taluk-office-photo (434, 212, 750, 374)
registration-mark-bottom-left: + (3, 1512, 17, 1531)
registration-mark-top-right: + (926, 34, 940, 53)
editions_row2-item[interactable]: ಯಾದಗಿರಿ (413, 83, 442, 93)
bullet-icon: • (371, 83, 381, 93)
basavageethe-subtitle: ಸತ್ಯ ಸಂವಾದ –616 (143, 156, 214, 167)
bullet-icon: ● (418, 748, 426, 758)
quote-author: -ಮುರಳೀಧರಸ್ವಾಮಿ (866, 316, 920, 326)
bottom-section-rule (22, 1112, 922, 1114)
masthead (22, 62, 922, 104)
editions_row1-item[interactable]: ಬೆಂಗಳೂರು ಗ್ರಾಮಾಂತರ (376, 67, 447, 77)
column-rule-vertical-1 (250, 113, 251, 1113)
column-rule-vertical-2 (413, 505, 414, 1105)
